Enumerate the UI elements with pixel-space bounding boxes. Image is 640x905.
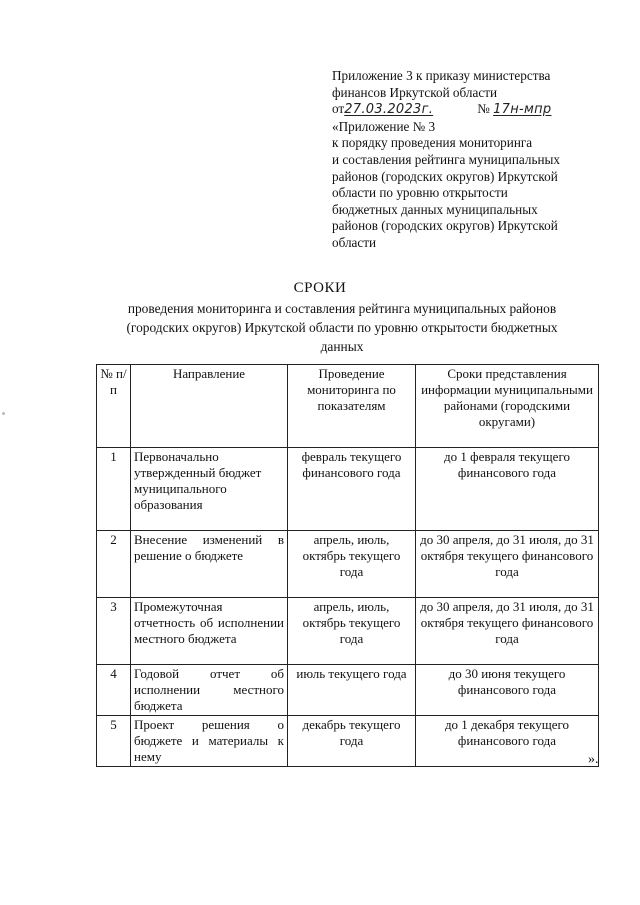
appendix-header — [332, 68, 602, 252]
scan-speck — [2, 412, 5, 415]
table-row — [97, 531, 599, 598]
row-direction: Годовой отчет об исполнении местного бюджета — [131, 665, 288, 716]
row-num: 5 — [97, 716, 131, 767]
table-row — [97, 665, 599, 716]
table-header-row — [97, 365, 599, 448]
header-monitoring: Проведение мониторинга по показателям — [288, 365, 416, 448]
row-monitoring: апрель, июль, октябрь текущего года — [288, 531, 416, 598]
row-monitoring: июль текущего года — [288, 665, 416, 716]
subtitle-line-1: проведения мониторинга и составления рейтинга муниципальных районов — [127, 301, 557, 316]
row-direction: Внесение изменений в решение о бюджете — [131, 531, 288, 598]
header-direction: Направление — [131, 365, 288, 448]
date-prefix: от — [332, 101, 345, 117]
row-num: 2 — [97, 531, 131, 598]
document-subtitle — [92, 299, 592, 356]
ref-line-7: районов (городских округов) Иркутской — [332, 218, 558, 234]
subtitle-line-3: данных — [320, 339, 364, 354]
table-row — [97, 716, 599, 767]
row-monitoring: февраль текущего финансового года — [288, 448, 416, 531]
number-prefix: № — [477, 101, 490, 117]
order-date-number-line — [332, 101, 602, 119]
deadlines-table — [96, 364, 599, 767]
row-deadline: до 1 декабря текущего финансового года — [416, 716, 599, 767]
row-direction: Промежуточная отчетность об исполнении местного бюджета — [131, 598, 288, 665]
ref-line-1: «Приложение № 3 — [332, 118, 436, 134]
header-deadlines: Сроки представления информации муниципальными районами (городскими округами) — [416, 365, 599, 448]
ref-line-6: бюджетных данных муниципальных — [332, 201, 538, 217]
header-num: № п/п — [97, 365, 131, 448]
ref-line-8: области — [332, 234, 377, 250]
row-deadline: до 30 апреля, до 31 июля, до 31 октября текущего финансового года — [416, 531, 599, 598]
table-row — [97, 448, 599, 531]
closing-quote-mark: ». — [588, 752, 599, 767]
row-num: 4 — [97, 665, 131, 716]
ref-line-3: и составления рейтинга муниципальных — [332, 151, 560, 167]
row-num: 1 — [97, 448, 131, 531]
row-num: 3 — [97, 598, 131, 665]
appendix-line-1: Приложение 3 к приказу министерства — [332, 68, 551, 83]
ref-line-2: к порядку проведения мониторинга — [332, 135, 533, 151]
row-deadline: до 1 февраля текущего финансового года — [416, 448, 599, 531]
ref-line-5: области по уровню открытости — [332, 185, 508, 201]
handwritten-date: 27.03.2023г. — [344, 102, 434, 118]
row-direction: Проект решения о бюджете и материалы к нему — [131, 716, 288, 767]
handwritten-order-number: 17н-мпр — [493, 102, 552, 118]
row-monitoring: апрель, июль, октябрь текущего года — [288, 598, 416, 665]
row-deadline: до 30 июня текущего финансового года — [416, 665, 599, 716]
row-monitoring: декабрь текущего года — [288, 716, 416, 767]
ref-line-4: районов (городских округов) Иркутской — [332, 168, 558, 184]
row-deadline: до 30 апреля, до 31 июля, до 31 октября текущего финансового года — [416, 598, 599, 665]
appendix-line-2: финансов Иркутской области — [332, 84, 498, 100]
row-direction: Первоначально утвержденный бюджет муниципального образования — [131, 448, 288, 531]
subtitle-line-2: (городских округов) Иркутской области по уровню открытости бюджетных — [126, 320, 558, 335]
document-title: СРОКИ — [293, 280, 347, 296]
table-row — [97, 598, 599, 665]
